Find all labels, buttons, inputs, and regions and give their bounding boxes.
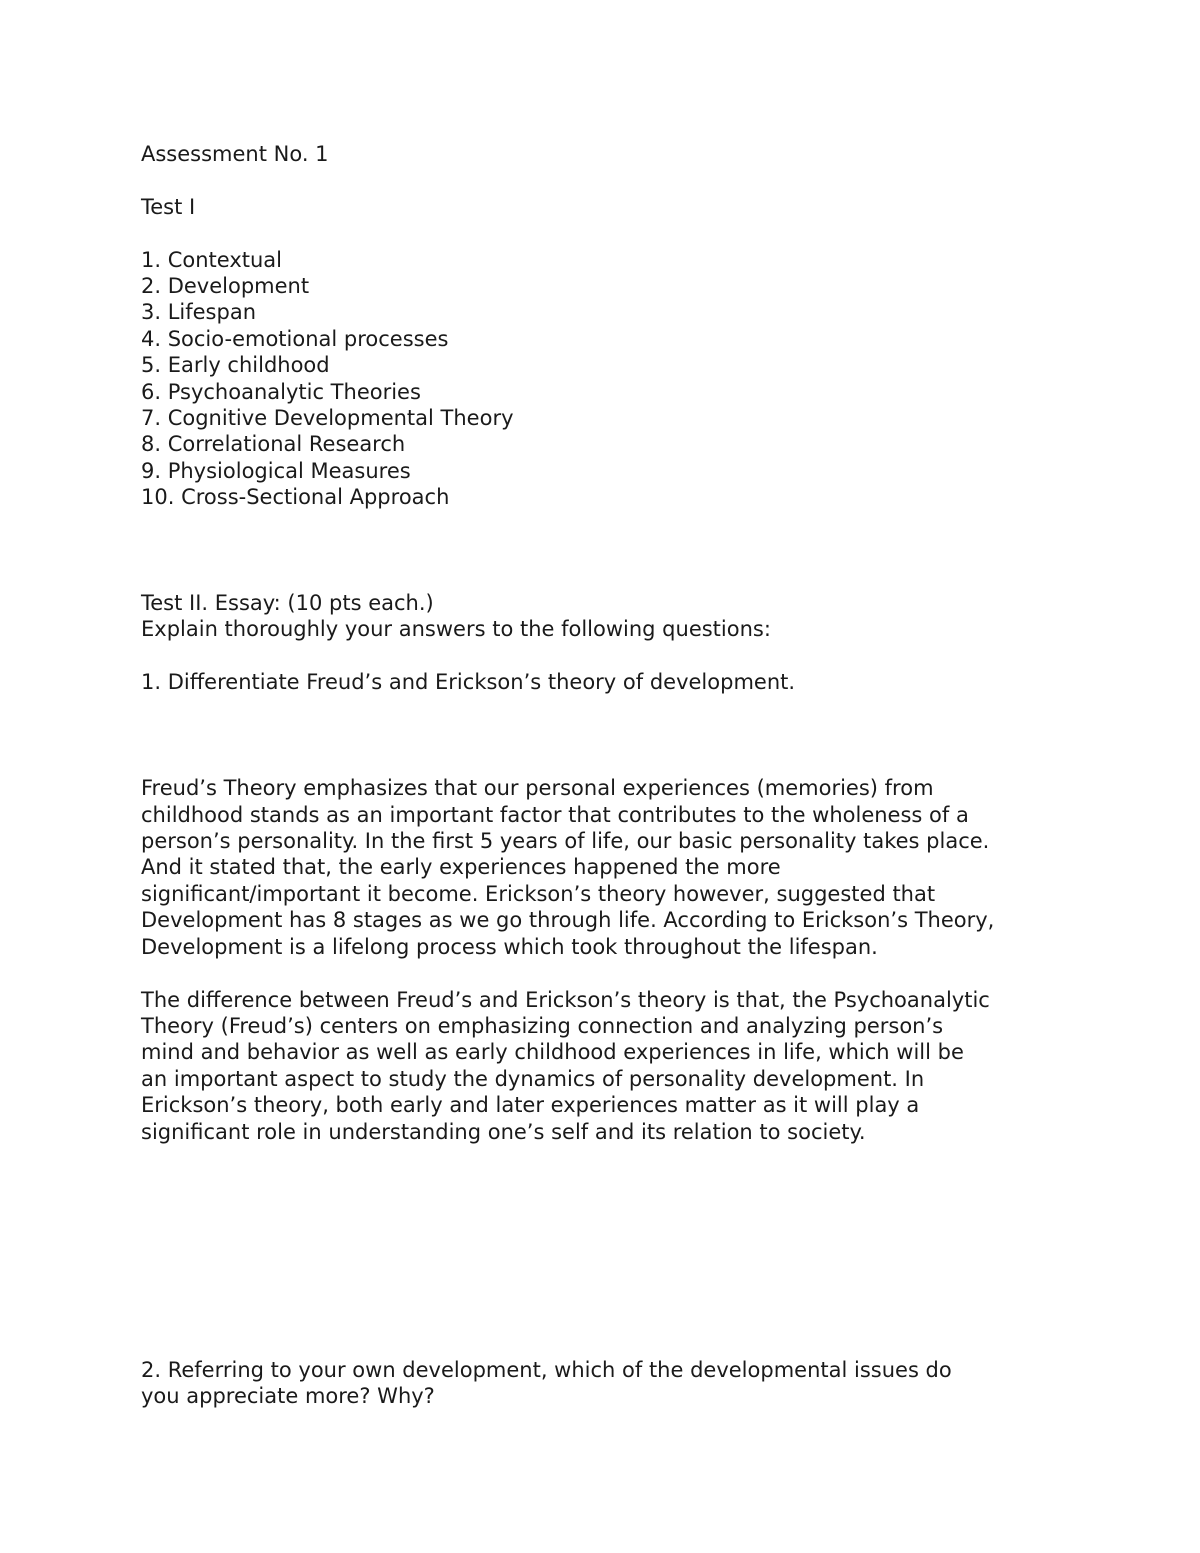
spacer [141, 220, 1071, 246]
paragraph-line: Freud’s Theory emphasizes that our personal experiences (memories) from [141, 776, 934, 801]
paragraph-line: an important aspect to study the dynamics of personality development. In [141, 1066, 925, 1091]
paragraph-line: Erickson’s theory, both early and later experiences matter as it will play a [141, 1093, 920, 1118]
list-item: 10. Cross-Sectional Approach [141, 485, 450, 510]
paragraph-line: And it stated that, the early experiences happened the more [141, 855, 781, 880]
list-item: 5. Early childhood [141, 353, 330, 378]
paragraph-line: The difference between Freud’s and Erickson’s theory is that, the Psychoanalytic [141, 987, 990, 1012]
list-item: 9. Physiological Measures [141, 458, 411, 483]
paragraph-line: Theory (Freud’s) centers on emphasizing connection and analyzing person’s [141, 1013, 944, 1038]
answer-1-paragraph-1 [141, 775, 1071, 960]
question-2 [141, 1357, 1071, 1410]
paragraph-line: mind and behavior as well as early childhood experiences in life, which will be [141, 1040, 964, 1065]
list-item: 4. Socio-emotional processes [141, 326, 449, 351]
spacer [141, 1145, 1071, 1357]
paragraph-line: Development is a lifelong process which took throughout the lifespan. [141, 934, 878, 959]
test1-heading: Test I [141, 194, 196, 219]
test2-instruction: Explain thoroughly your answers to the following questions: [141, 617, 771, 642]
paragraph-line: significant/important it become. Erickson’s theory however, suggested that [141, 881, 936, 906]
paragraph-line: person’s personality. In the first 5 years of life, our basic personality takes place. [141, 829, 990, 854]
test1-answer-list [141, 247, 1071, 511]
spacer [141, 167, 1071, 193]
question-1: 1. Differentiate Freud’s and Erickson’s theory of development. [141, 669, 796, 694]
question-line: you appreciate more? Why? [141, 1384, 435, 1409]
spacer [141, 642, 1071, 668]
document-page [141, 141, 1071, 1410]
list-item: 8. Correlational Research [141, 432, 406, 457]
paragraph-line: significant role in understanding one’s self and its relation to society. [141, 1119, 866, 1144]
list-item: 1. Contextual [141, 247, 282, 272]
list-item: 6. Psychoanalytic Theories [141, 379, 421, 404]
spacer [141, 695, 1071, 775]
list-item: 7. Cognitive Developmental Theory [141, 406, 514, 431]
test2-heading: Test II. Essay: (10 pts each.) [141, 590, 434, 615]
document-title: Assessment No. 1 [141, 142, 329, 166]
answer-1-paragraph-2 [141, 987, 1071, 1145]
spacer [141, 960, 1071, 986]
paragraph-line: childhood stands as an important factor that contributes to the wholeness of a [141, 802, 969, 827]
list-item: 3. Lifespan [141, 300, 257, 325]
paragraph-line: Development has 8 stages as we go through life. According to Erickson’s Theory, [141, 908, 995, 933]
list-item: 2. Development [141, 274, 310, 298]
spacer [141, 511, 1071, 590]
question-line: 2. Referring to your own development, which of the developmental issues do [141, 1357, 952, 1382]
